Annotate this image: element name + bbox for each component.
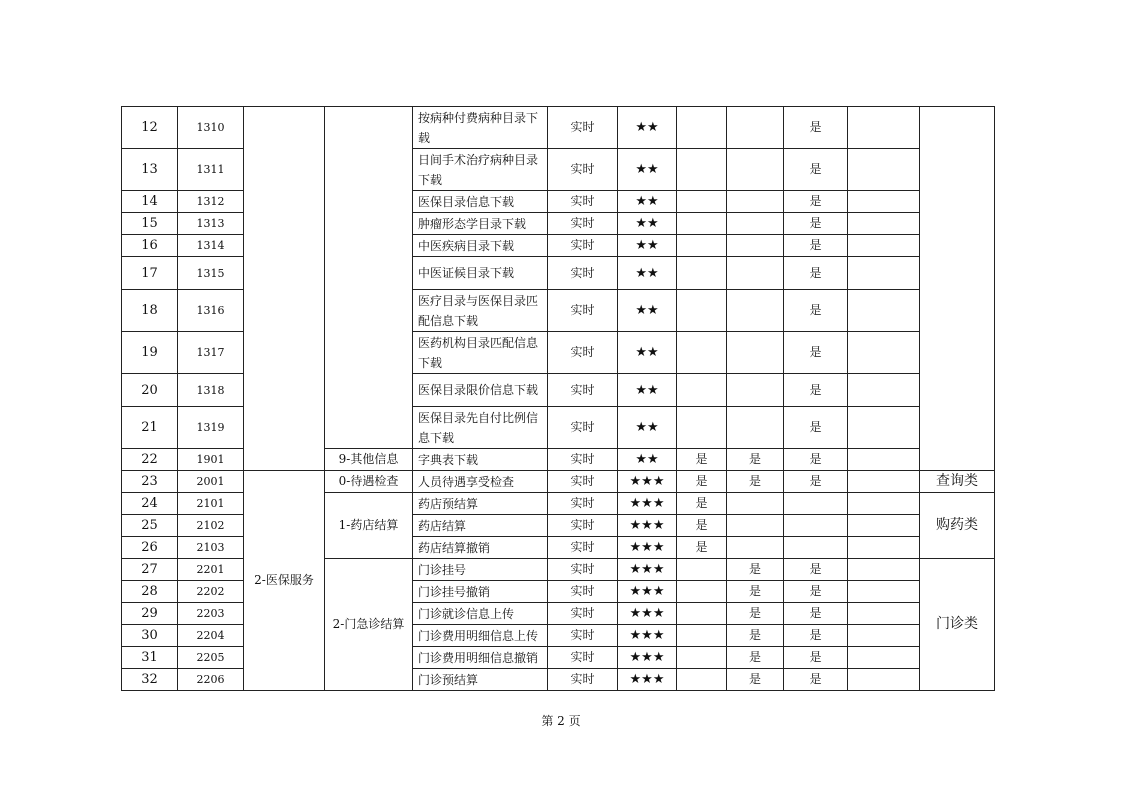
row-number: 23 bbox=[122, 471, 178, 493]
interface-name: 人员待遇享受检查 bbox=[413, 471, 548, 493]
remark-cell bbox=[848, 603, 920, 625]
row-number: 29 bbox=[122, 603, 178, 625]
flag-cell-2 bbox=[727, 235, 784, 257]
interface-code: 2204 bbox=[178, 625, 244, 647]
flag-cell-1: 是 bbox=[677, 449, 727, 471]
interface-code: 2101 bbox=[178, 493, 244, 515]
row-number: 26 bbox=[122, 537, 178, 559]
priority-stars: ★★ bbox=[618, 407, 677, 449]
interface-name: 门诊挂号撤销 bbox=[413, 581, 548, 603]
row-number: 16 bbox=[122, 235, 178, 257]
flag-cell-3: 是 bbox=[784, 407, 848, 449]
flag-cell-3: 是 bbox=[784, 374, 848, 407]
row-number: 12 bbox=[122, 107, 178, 149]
flag-cell-3: 是 bbox=[784, 471, 848, 493]
interface-code: 1901 bbox=[178, 449, 244, 471]
group-outpatient-settle: 2-门急诊结算 bbox=[325, 559, 413, 691]
priority-stars: ★★ bbox=[618, 449, 677, 471]
flag-cell-1 bbox=[677, 213, 727, 235]
row-number: 15 bbox=[122, 213, 178, 235]
flag-cell-2 bbox=[727, 149, 784, 191]
priority-stars: ★★★ bbox=[618, 647, 677, 669]
group-pharmacy-settle: 1-药店结算 bbox=[325, 493, 413, 559]
flag-cell-1 bbox=[677, 332, 727, 374]
flag-cell-1 bbox=[677, 107, 727, 149]
flag-cell-2: 是 bbox=[727, 471, 784, 493]
row-number: 24 bbox=[122, 493, 178, 515]
remark-cell bbox=[848, 290, 920, 332]
interface-name: 门诊费用明细信息撤销 bbox=[413, 647, 548, 669]
flag-cell-3: 是 bbox=[784, 107, 848, 149]
flag-cell-2: 是 bbox=[727, 449, 784, 471]
remark-cell bbox=[848, 581, 920, 603]
mode-cell: 实时 bbox=[548, 449, 618, 471]
mode-cell: 实时 bbox=[548, 235, 618, 257]
flag-cell-3 bbox=[784, 537, 848, 559]
flag-cell-2: 是 bbox=[727, 669, 784, 691]
mode-cell: 实时 bbox=[548, 603, 618, 625]
table-row bbox=[122, 471, 995, 493]
interface-code: 2102 bbox=[178, 515, 244, 537]
flag-cell-2 bbox=[727, 493, 784, 515]
interface-name: 医保目录信息下载 bbox=[413, 191, 548, 213]
module-medical-service: 2-医保服务 bbox=[244, 471, 325, 691]
remark-cell bbox=[848, 191, 920, 213]
table-row bbox=[122, 107, 995, 149]
priority-stars: ★★ bbox=[618, 191, 677, 213]
row-number: 31 bbox=[122, 647, 178, 669]
flag-cell-2 bbox=[727, 213, 784, 235]
interface-name: 药店结算 bbox=[413, 515, 548, 537]
mode-cell: 实时 bbox=[548, 149, 618, 191]
priority-stars: ★★★ bbox=[618, 537, 677, 559]
interface-code: 2205 bbox=[178, 647, 244, 669]
flag-cell-1 bbox=[677, 559, 727, 581]
flag-cell-2: 是 bbox=[727, 581, 784, 603]
flag-cell-2: 是 bbox=[727, 647, 784, 669]
mode-cell: 实时 bbox=[548, 471, 618, 493]
flag-cell-2 bbox=[727, 374, 784, 407]
category-purchase: 购药类 bbox=[920, 493, 995, 559]
row-number: 20 bbox=[122, 374, 178, 407]
remark-cell bbox=[848, 332, 920, 374]
flag-cell-2 bbox=[727, 107, 784, 149]
flag-cell-3: 是 bbox=[784, 581, 848, 603]
remark-cell bbox=[848, 669, 920, 691]
row-number: 13 bbox=[122, 149, 178, 191]
priority-stars: ★★ bbox=[618, 290, 677, 332]
mode-cell: 实时 bbox=[548, 213, 618, 235]
remark-cell bbox=[848, 449, 920, 471]
priority-stars: ★★★ bbox=[618, 471, 677, 493]
priority-stars: ★★ bbox=[618, 149, 677, 191]
flag-cell-1 bbox=[677, 257, 727, 290]
category-cell-blank bbox=[920, 107, 995, 471]
flag-cell-1 bbox=[677, 603, 727, 625]
remark-cell bbox=[848, 471, 920, 493]
interface-name: 医药机构目录匹配信息下载 bbox=[413, 332, 548, 374]
priority-stars: ★★ bbox=[618, 374, 677, 407]
row-number: 19 bbox=[122, 332, 178, 374]
interface-name: 医保目录限价信息下载 bbox=[413, 374, 548, 407]
interface-code: 2103 bbox=[178, 537, 244, 559]
flag-cell-1 bbox=[677, 235, 727, 257]
interface-code: 1312 bbox=[178, 191, 244, 213]
flag-cell-3 bbox=[784, 515, 848, 537]
flag-cell-2: 是 bbox=[727, 559, 784, 581]
mode-cell: 实时 bbox=[548, 537, 618, 559]
flag-cell-2: 是 bbox=[727, 603, 784, 625]
group-benefit-check: 0-待遇检查 bbox=[325, 471, 413, 493]
remark-cell bbox=[848, 235, 920, 257]
flag-cell-3: 是 bbox=[784, 290, 848, 332]
row-number: 28 bbox=[122, 581, 178, 603]
interface-name: 字典表下载 bbox=[413, 449, 548, 471]
interface-name: 药店结算撤销 bbox=[413, 537, 548, 559]
row-number: 21 bbox=[122, 407, 178, 449]
mode-cell: 实时 bbox=[548, 493, 618, 515]
flag-cell-3: 是 bbox=[784, 213, 848, 235]
flag-cell-1: 是 bbox=[677, 493, 727, 515]
mode-cell: 实时 bbox=[548, 559, 618, 581]
interface-code: 1315 bbox=[178, 257, 244, 290]
mode-cell: 实时 bbox=[548, 669, 618, 691]
interface-name: 中医疾病目录下载 bbox=[413, 235, 548, 257]
priority-stars: ★★ bbox=[618, 332, 677, 374]
flag-cell-1 bbox=[677, 581, 727, 603]
remark-cell bbox=[848, 149, 920, 191]
interface-code: 1319 bbox=[178, 407, 244, 449]
interface-code: 1317 bbox=[178, 332, 244, 374]
row-number: 27 bbox=[122, 559, 178, 581]
flag-cell-3: 是 bbox=[784, 449, 848, 471]
interface-code: 1311 bbox=[178, 149, 244, 191]
flag-cell-2 bbox=[727, 257, 784, 290]
module-cell-blank bbox=[244, 107, 325, 471]
remark-cell bbox=[848, 407, 920, 449]
interface-code: 1310 bbox=[178, 107, 244, 149]
flag-cell-3: 是 bbox=[784, 235, 848, 257]
mode-cell: 实时 bbox=[548, 191, 618, 213]
group-cell-blank bbox=[325, 107, 413, 449]
flag-cell-1 bbox=[677, 647, 727, 669]
priority-stars: ★★ bbox=[618, 235, 677, 257]
flag-cell-2 bbox=[727, 515, 784, 537]
mode-cell: 实时 bbox=[548, 332, 618, 374]
interface-code: 1313 bbox=[178, 213, 244, 235]
remark-cell bbox=[848, 107, 920, 149]
flag-cell-3: 是 bbox=[784, 647, 848, 669]
flag-cell-1: 是 bbox=[677, 515, 727, 537]
mode-cell: 实时 bbox=[548, 407, 618, 449]
priority-stars: ★★★ bbox=[618, 559, 677, 581]
mode-cell: 实时 bbox=[548, 515, 618, 537]
interface-code: 2001 bbox=[178, 471, 244, 493]
row-number: 18 bbox=[122, 290, 178, 332]
priority-stars: ★★★ bbox=[618, 625, 677, 647]
interface-code: 1318 bbox=[178, 374, 244, 407]
remark-cell bbox=[848, 374, 920, 407]
flag-cell-2: 是 bbox=[727, 625, 784, 647]
remark-cell bbox=[848, 213, 920, 235]
flag-cell-1 bbox=[677, 191, 727, 213]
mode-cell: 实时 bbox=[548, 257, 618, 290]
remark-cell bbox=[848, 515, 920, 537]
flag-cell-3: 是 bbox=[784, 257, 848, 290]
flag-cell-2 bbox=[727, 537, 784, 559]
interface-table bbox=[121, 106, 995, 691]
remark-cell bbox=[848, 257, 920, 290]
page-number: 2 bbox=[557, 714, 565, 728]
row-number: 17 bbox=[122, 257, 178, 290]
flag-cell-1: 是 bbox=[677, 537, 727, 559]
flag-cell-1 bbox=[677, 374, 727, 407]
flag-cell-3: 是 bbox=[784, 625, 848, 647]
interface-code: 2206 bbox=[178, 669, 244, 691]
priority-stars: ★★ bbox=[618, 213, 677, 235]
row-number: 25 bbox=[122, 515, 178, 537]
row-number: 14 bbox=[122, 191, 178, 213]
category-query: 查询类 bbox=[920, 471, 995, 493]
flag-cell-3: 是 bbox=[784, 191, 848, 213]
flag-cell-1 bbox=[677, 149, 727, 191]
mode-cell: 实时 bbox=[548, 647, 618, 669]
row-number: 22 bbox=[122, 449, 178, 471]
interface-code: 1314 bbox=[178, 235, 244, 257]
row-number: 32 bbox=[122, 669, 178, 691]
interface-name: 医疗目录与医保目录匹配信息下载 bbox=[413, 290, 548, 332]
interface-name: 门诊就诊信息上传 bbox=[413, 603, 548, 625]
flag-cell-1 bbox=[677, 407, 727, 449]
interface-name: 肿瘤形态学目录下载 bbox=[413, 213, 548, 235]
priority-stars: ★★★ bbox=[618, 515, 677, 537]
flag-cell-3: 是 bbox=[784, 332, 848, 374]
mode-cell: 实时 bbox=[548, 290, 618, 332]
row-number: 30 bbox=[122, 625, 178, 647]
flag-cell-1 bbox=[677, 290, 727, 332]
priority-stars: ★★ bbox=[618, 107, 677, 149]
mode-cell: 实时 bbox=[548, 625, 618, 647]
interface-code: 2203 bbox=[178, 603, 244, 625]
remark-cell bbox=[848, 625, 920, 647]
priority-stars: ★★★ bbox=[618, 669, 677, 691]
mode-cell: 实时 bbox=[548, 374, 618, 407]
flag-cell-3: 是 bbox=[784, 669, 848, 691]
flag-cell-2 bbox=[727, 407, 784, 449]
mode-cell: 实时 bbox=[548, 107, 618, 149]
interface-name: 药店预结算 bbox=[413, 493, 548, 515]
flag-cell-3: 是 bbox=[784, 559, 848, 581]
flag-cell-1 bbox=[677, 669, 727, 691]
priority-stars: ★★★ bbox=[618, 603, 677, 625]
interface-name: 按病种付费病种目录下载 bbox=[413, 107, 548, 149]
priority-stars: ★★ bbox=[618, 257, 677, 290]
interface-name: 门诊费用明细信息上传 bbox=[413, 625, 548, 647]
interface-name: 中医证候目录下载 bbox=[413, 257, 548, 290]
interface-code: 2202 bbox=[178, 581, 244, 603]
mode-cell: 实时 bbox=[548, 581, 618, 603]
flag-cell-3 bbox=[784, 493, 848, 515]
remark-cell bbox=[848, 493, 920, 515]
flag-cell-3: 是 bbox=[784, 149, 848, 191]
page-prefix: 第 bbox=[541, 714, 554, 728]
flag-cell-2 bbox=[727, 191, 784, 213]
page-number-footer bbox=[0, 712, 1122, 729]
group-other-info: 9-其他信息 bbox=[325, 449, 413, 471]
flag-cell-1 bbox=[677, 625, 727, 647]
remark-cell bbox=[848, 559, 920, 581]
page-suffix: 页 bbox=[568, 714, 581, 728]
interface-name: 门诊预结算 bbox=[413, 669, 548, 691]
interface-code: 2201 bbox=[178, 559, 244, 581]
flag-cell-3: 是 bbox=[784, 603, 848, 625]
priority-stars: ★★★ bbox=[618, 493, 677, 515]
flag-cell-1: 是 bbox=[677, 471, 727, 493]
interface-name: 日间手术治疗病种目录下载 bbox=[413, 149, 548, 191]
category-outpatient: 门诊类 bbox=[920, 559, 995, 691]
remark-cell bbox=[848, 537, 920, 559]
interface-name: 门诊挂号 bbox=[413, 559, 548, 581]
flag-cell-2 bbox=[727, 290, 784, 332]
remark-cell bbox=[848, 647, 920, 669]
interface-name: 医保目录先自付比例信息下载 bbox=[413, 407, 548, 449]
interface-code: 1316 bbox=[178, 290, 244, 332]
priority-stars: ★★★ bbox=[618, 581, 677, 603]
flag-cell-2 bbox=[727, 332, 784, 374]
